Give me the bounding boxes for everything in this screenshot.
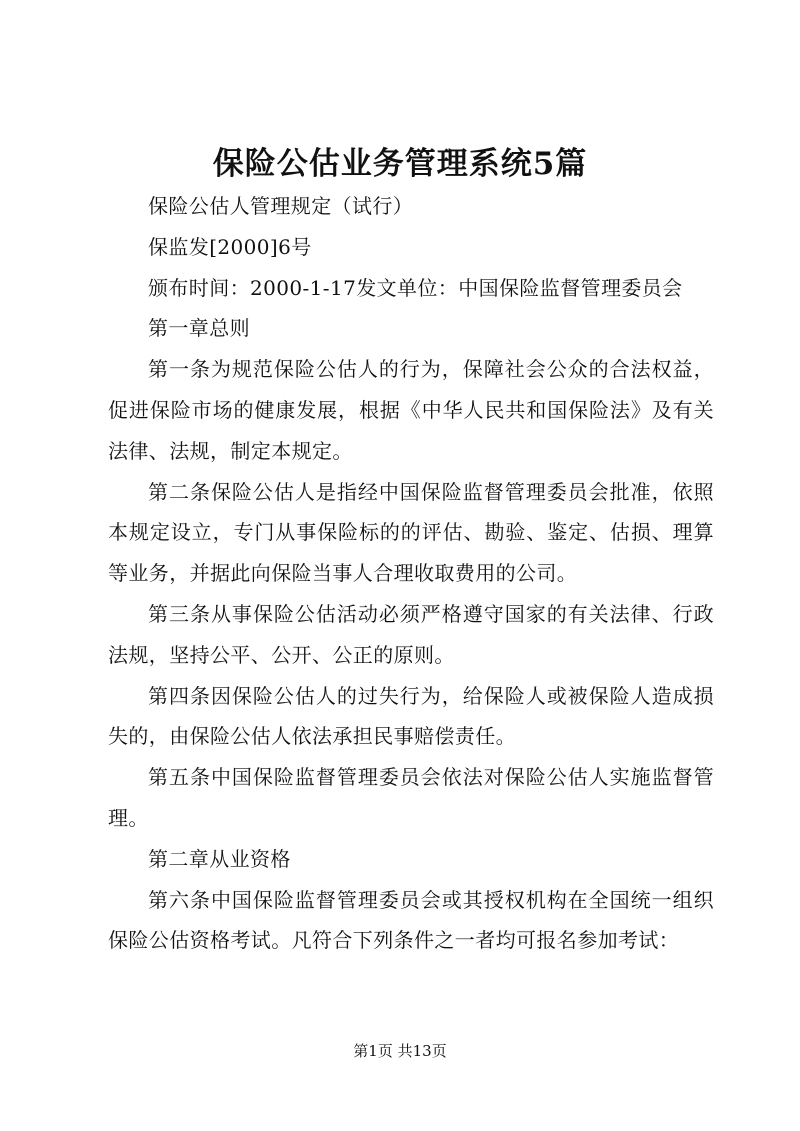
paragraph-issue-info: 颁布时间：2000-1-17发文单位：中国保险监督管理委员会	[148, 275, 683, 300]
article-paragraph: 第五条中国保险监督管理委员会依法对保险公估人实施监督管理。	[108, 765, 714, 830]
article-paragraph: 第一条为规范保险公估人的行为，保障社会公众的合法权益，促进保险市场的健康发展，根据《中华人民共和国保险法》及有关法律、法规，制定本规定。	[108, 357, 714, 463]
document-body	[108, 186, 714, 961]
chapter-heading: 第二章从业资格	[148, 846, 291, 871]
article-paragraph: 第三条从事保险公估活动必须严格遵守国家的有关法律、行政法规，坚持公平、公开、公正的原则。	[108, 601, 714, 667]
article-paragraph: 第四条因保险公估人的过失行为，给保险人或被保险人造成损失的，由保险公估人依法承担民事赔偿责任。	[108, 683, 714, 749]
chapter-heading: 第一章总则	[148, 316, 250, 341]
article-paragraph: 第六条中国保险监督管理委员会或其授权机构在全国统一组织保险公估资格考试。凡符合下列条件之一者均可报名参加考试：	[108, 887, 714, 953]
article-paragraph: 第二条保险公估人是指经中国保险监督管理委员会批准，依照本规定设立，专门从事保险标的的评估、勘验、鉴定、估损、理算等业务，并据此向保险当事人合理收取费用的公司。	[108, 479, 714, 586]
page-footer: 第1页 共13页	[353, 1042, 447, 1060]
paragraph-subtitle: 保险公估人管理规定（试行）	[148, 194, 414, 218]
paragraph-doc-number: 保监发[2000]6号	[148, 234, 312, 259]
document-title: 保险公估业务管理系统5篇	[212, 146, 588, 182]
